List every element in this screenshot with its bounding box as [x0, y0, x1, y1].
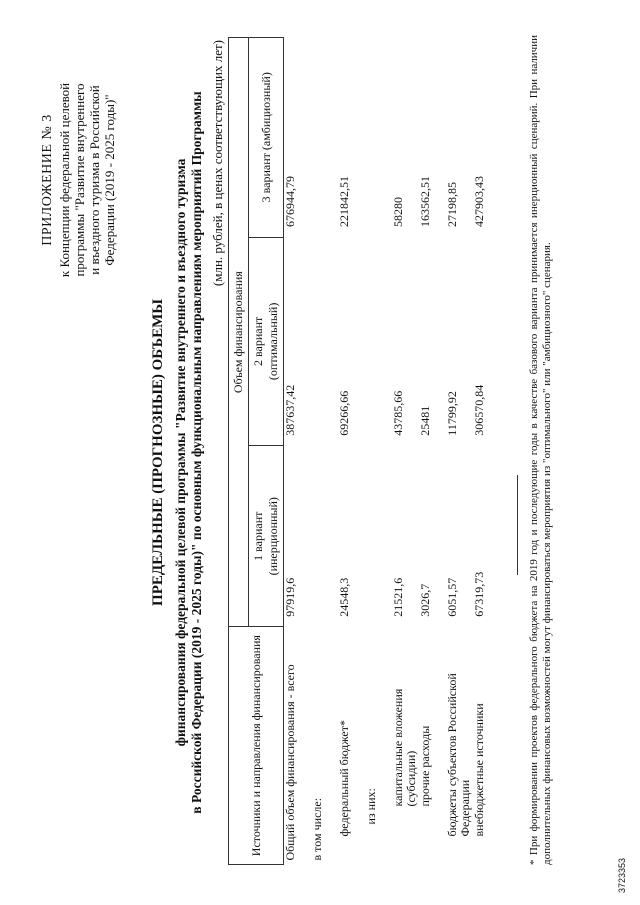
table-row: [446, 38, 473, 865]
table-row: [473, 38, 500, 865]
footnote: * При формировании проектов федерального бюджета на 2019 год и последующие годы в качестве базового варианта принимается инерционный сценарий. При наличии дополнительных финансовых возможностей могут финансироваться мероприятия из "оптимального" или "амбициозного" сценария.: [528, 35, 553, 865]
cell-variant-1: 6051,57: [445, 577, 459, 617]
title-sub-2: в Российской Федерации (2019 - 2025 годы)" по основным функциональным направлениям мероприятий Программы: [189, 91, 204, 814]
units-note: (млн. рублей, в ценах соответствующих лет): [210, 40, 225, 287]
header-source: Источники и направления финансирования: [229, 627, 284, 865]
row-label: бюджеты субъектов Российской Федерации: [445, 673, 472, 837]
appendix-heading: ПРИЛОЖЕНИЕ № 3: [40, 114, 55, 246]
cell-variant-1: [365, 446, 392, 627]
table-row: [311, 38, 338, 865]
appendix-line: Федерации (2019 - 2025 годы)": [102, 94, 117, 266]
cell-variant-2: 11799,92: [445, 391, 459, 436]
cell-variant-3: [311, 38, 338, 238]
cell-variant-2: 387637,42: [283, 384, 297, 436]
appendix-heading-block: [40, 55, 117, 305]
cell-variant-3: 163562,51: [418, 176, 432, 228]
table-row: [419, 38, 446, 865]
header-variant-3: [249, 38, 284, 238]
cell-variant-3: [365, 38, 392, 238]
cell-variant-1: 97919,6: [283, 577, 297, 617]
cell-variant-3: 427903,43: [472, 176, 486, 228]
variant-1-name: 1 вариант: [251, 511, 265, 561]
header-variant-1: [249, 446, 284, 627]
table-row: [365, 38, 392, 865]
row-label: прочие расходы: [418, 725, 432, 807]
variant-2-name: 2 вариант: [251, 316, 265, 366]
cell-variant-2: [365, 237, 392, 446]
variant-3-name: 3 вариант (амбициозный): [258, 72, 273, 203]
row-label: из них:: [364, 788, 378, 825]
title-sub-1: финансирования федеральной целевой программы "Развитие внутреннего и въездного туризма: [173, 158, 188, 747]
cell-variant-2: 306570,84: [472, 384, 486, 436]
variant-2-type: (оптимальный): [266, 302, 280, 381]
row-label: в том числе:: [310, 797, 324, 861]
appendix-line: программы "Развитие внутреннего: [72, 83, 87, 277]
separator-line: [517, 475, 518, 575]
financing-table: [228, 37, 500, 865]
header-variant-2: [249, 237, 284, 446]
table-row: [284, 38, 312, 865]
cell-variant-3: 27198,85: [445, 182, 459, 228]
cell-variant-3: 58280: [391, 197, 405, 228]
cell-variant-2: 43785,66: [391, 390, 405, 436]
cell-variant-2: 25481: [418, 405, 432, 436]
cell-variant-3: 221842,51: [337, 176, 351, 228]
cell-variant-2: 69266,66: [337, 390, 351, 436]
cell-variant-3: 676944,79: [283, 176, 297, 228]
cell-variant-1: 21521,6: [391, 577, 405, 617]
table-row: [338, 38, 365, 865]
cell-variant-1: 24548,3: [337, 577, 351, 617]
cell-variant-1: 67319,73: [472, 571, 486, 617]
cell-variant-1: [311, 446, 338, 627]
title-main: ПРЕДЕЛЬНЫЕ (ПРОГНОЗНЫЕ) ОБЪЕМЫ: [150, 299, 166, 606]
variant-1-type: (инерционный): [266, 497, 280, 576]
document-title: [150, 40, 205, 865]
row-label: внебюджетные источники: [472, 703, 486, 837]
cell-variant-1: 3026,7: [418, 583, 432, 617]
appendix-line: и въездного туризма в Российской: [87, 85, 102, 275]
table-row: [392, 38, 419, 865]
row-label: Общий объем финансирования - всего: [283, 664, 297, 861]
appendix-line: к Концепции федеральной целевой: [57, 82, 72, 278]
row-label: федеральный бюджет*: [337, 720, 351, 837]
header-volume: Объем финансирования: [229, 38, 249, 627]
document-code: 3723353: [617, 857, 627, 893]
row-label: капитальные вложения (субсидии): [391, 688, 418, 807]
cell-variant-2: [311, 237, 338, 446]
